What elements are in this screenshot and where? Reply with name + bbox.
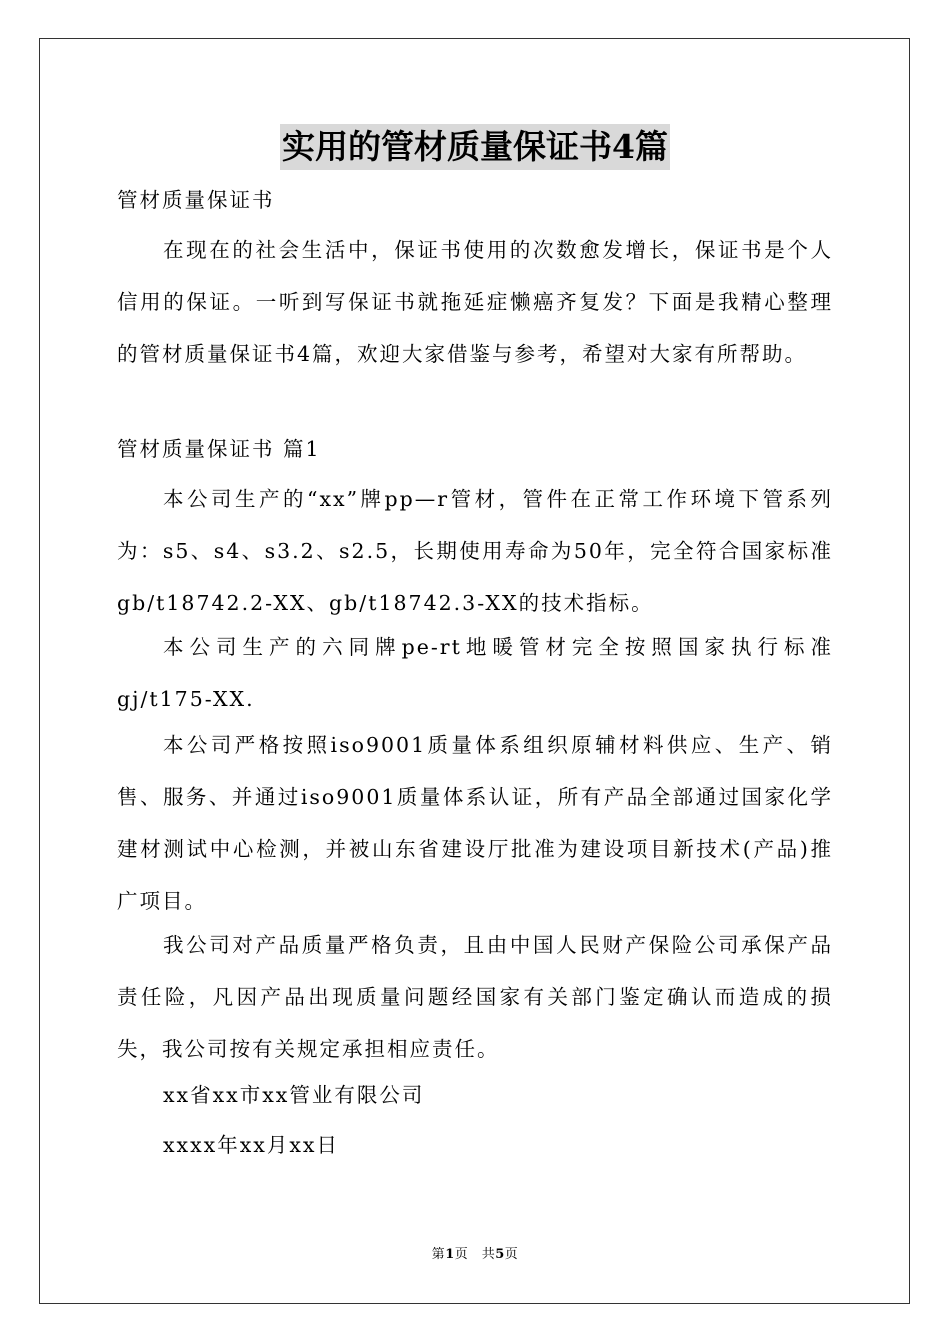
signature-date: xxxx年xx月xx日	[163, 1133, 339, 1157]
paragraph-liability: 我公司对产品质量严格负责，且由中国人民财产保险公司承保产品责任险，凡因产品出现质量问题经国家有关部门鉴定确认而造成的损失，我公司按有关规定承担相应责任。	[117, 933, 833, 1061]
intro-label: 管材质量保证书	[117, 188, 275, 212]
page-footer	[0, 1246, 950, 1264]
intro-paragraph: 在现在的社会生活中，保证书使用的次数愈发增长，保证书是个人信用的保证。一听到写保证书就拖延症懒癌齐复发？下面是我精心整理的管材质量保证书4篇，欢迎大家借鉴与参考，希望对大家有所帮助。	[117, 238, 833, 366]
signature-company: xx省xx市xx管业有限公司	[163, 1083, 425, 1107]
paragraph-iso-certification: 本公司严格按照iso9001质量体系组织原辅材料供应、生产、销售、服务、并通过iso9001质量体系认证，所有产品全部通过国家化学建材测试中心检测，并被山东省建设厅批准为建设项目新技术(产品)推广项目。	[117, 733, 833, 913]
title-wrap	[0, 124, 950, 170]
document-title: 实用的管材质量保证书4篇	[280, 124, 670, 170]
section-1-label: 管材质量保证书 篇1	[117, 437, 321, 461]
paragraph-pipe-series: 本公司生产的“xx”牌pp—r管材，管件在正常工作环境下管系列为：s5、s4、s3.2、s2.5，长期使用寿命为50年，完全符合国家标准gb/t18742.2-XX、gb/t18742.3-XX的技术指标。	[117, 487, 833, 615]
footer-page-prefix: 第	[431, 1247, 446, 1262]
footer-page-mid: 页 共	[454, 1247, 496, 1262]
footer-page-suffix: 页	[504, 1247, 519, 1262]
footer-page-total: 5	[495, 1247, 505, 1262]
footer-page-current: 1	[445, 1247, 455, 1262]
paragraph-pert-standard: 本公司生产的六同牌pe-rt地暖管材完全按照国家执行标准gj/t175-XX.	[117, 635, 833, 711]
